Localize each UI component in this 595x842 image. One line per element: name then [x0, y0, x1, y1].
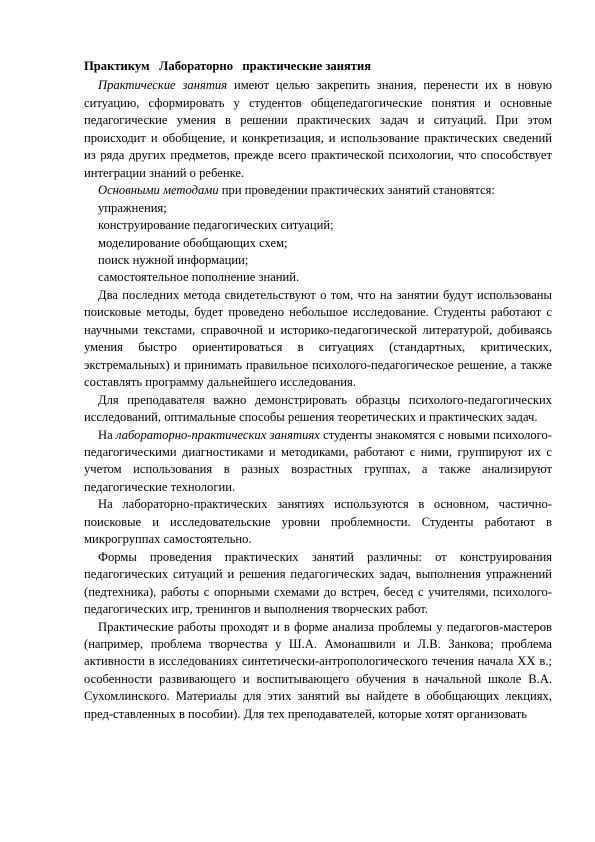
paragraph-text: На: [98, 427, 117, 442]
paragraph-lab-classes: [84, 427, 552, 497]
paragraph-class-forms: Формы проведения практических занятий различны: от конструирования педагогических ситуаций и решения педагогических задач, выполнения упражнений (педтехника), работы с опорными схемами до встреч, бесед с учителями, психолого-педагогических игр, тренингов и выполнения творческих работ.: [84, 549, 552, 617]
list-item: поиск нужной информации;: [98, 252, 249, 267]
term-practical-classes: Практические занятия: [98, 78, 228, 93]
paragraph-text: при проведении практических занятий становятся:: [218, 183, 495, 198]
paragraph-text: имеют целью закрепить знания, перенести их в новую ситуацию, сформировать у студентов общепедагогические понятия и основные педагогические умения в решении практических задач и ситуаций. При этом происходит и обобщение, и конкретизация, и использование практических сведений из ряда других предметов, прежде всего практической психологии, что способствует интеграции знаний о ребенке.: [84, 78, 552, 180]
paragraph-text: студенты знакомятся с новыми психолого-педагогическими диагностиками и методиками, работают с ними, группируют их с учетом использования в разных возрастных группах, а также анализируют педагогические технологии.: [84, 427, 552, 494]
list-item: самостоятельное пополнение знаний.: [98, 270, 300, 285]
paragraph-teacher-role: Для преподавателя важно демонстрировать образцы психолого-педагогических исследований, оптимальные способы решения теоретических и практических задач.: [84, 392, 552, 425]
paragraph-main-methods: [84, 182, 552, 199]
term-lab-classes: лабораторно-практических занятиях: [116, 427, 320, 442]
list-item: конструирование педагогических ситуаций;: [98, 218, 334, 233]
paragraph-practical-classes: [84, 77, 552, 182]
term-main-methods: Основными методами: [98, 183, 219, 198]
document-page: [84, 58, 552, 723]
paragraph-masters-analysis: Практические работы проходят и в форме анализа проблемы у педагогов-мастеров (например, проблема творчества у Ш.А. Амонашвили и Л.В. Занкова; проблема активности в исследованиях синтетически-антропологического течения начала XX в.; особенности развивающего и воспитывающего обучения в начальной школе В.А. Сухомлинского. Материалы для этих занятий вы найдете в обобщающих лекциях, пред-ставленных в пособии). Для тех преподавателей, которые хотят организовать: [84, 619, 552, 721]
list-item: моделирование обобщающих схем;: [98, 235, 288, 250]
list-item: упражнения;: [98, 200, 167, 215]
paragraph-search-methods: Два последних метода свидетельствуют о том, что на занятии будут использованы поисковые методы, будет проведено небольшое исследование. Студенты работают с научными текстами, справочной и историко-педагогической литературой, добиваясь умения быстро ориентироваться в ситуациях (стандартных, критических, экстремальных) и принимать правильное психолого-педагогическое решение, а также составлять программу дальнейшего исследования.: [84, 287, 552, 390]
paragraph-problem-levels: На лабораторно-практических занятиях используются в основном, частично-поисковые и исследовательские уровни проблемности. Студенты работают в микрогруппах самостоятельно.: [84, 497, 552, 547]
page-title: Практикум Лабораторно практические занятия: [84, 59, 372, 73]
